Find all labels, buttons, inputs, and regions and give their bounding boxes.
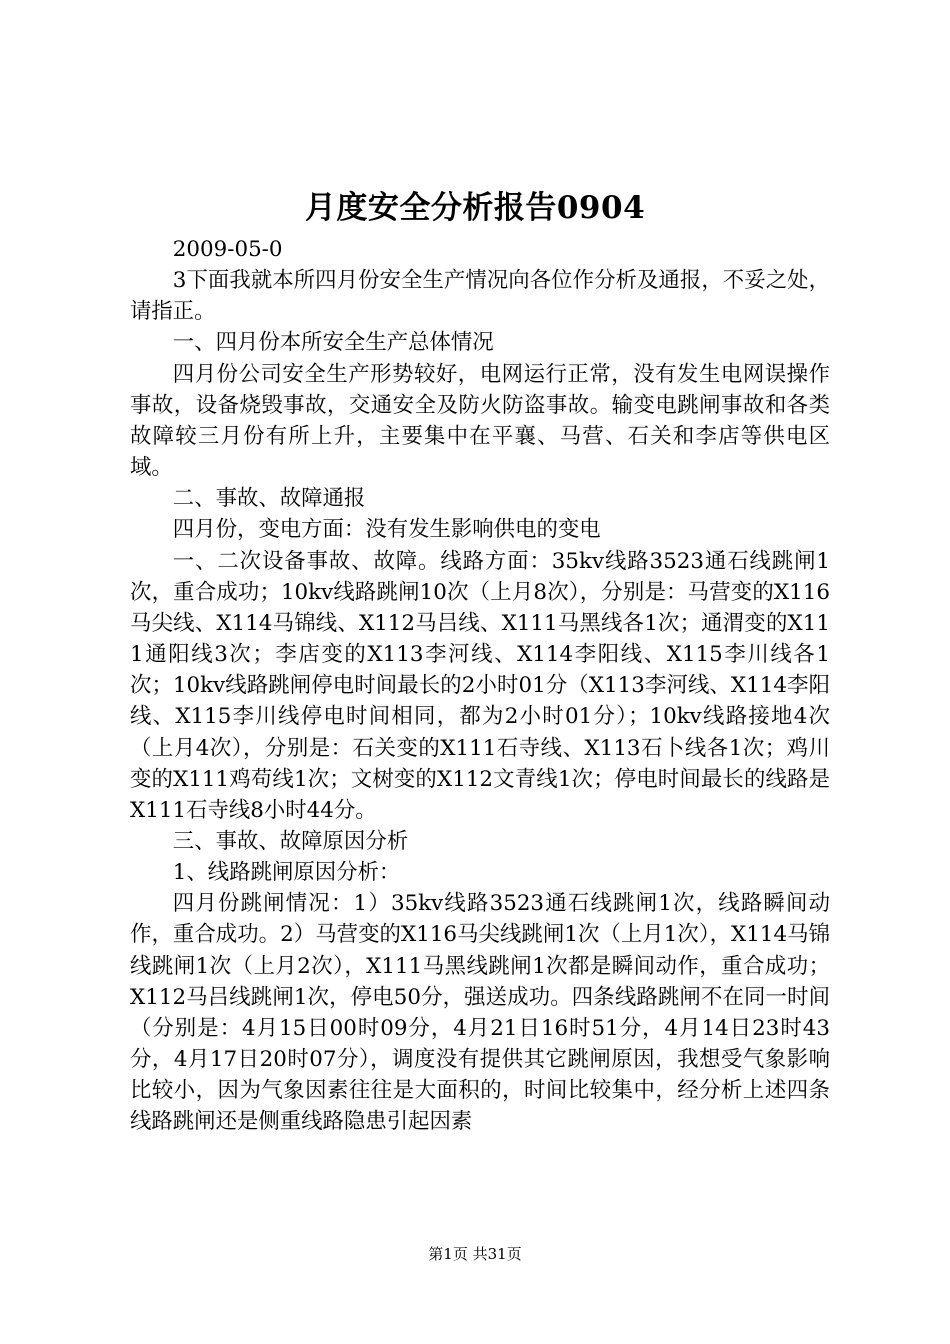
incident-detail-paragraph: 一、二次设备事故、故障。线路方面：35kv线路3523通石线跳闸1次，重合成功；10kv线路跳闸10次（上月8次），分别是：马营变的X116马尖线、X114马锦线、X112马吕线、X111马黑线各1次；通渭变的X111通阳线3次；李店变的X113李河线、X114李阳线、X115李川线各1次；10kv线路跳闸停电时间最长的2小时01分（X113李河线、X114李阳线、X115李川线停电时间相同，都为2小时01分）；10kv线路接地4次（上月4次），分别是：石关变的X111石寺线、X113石卜线各1次；鸡川变的X111鸡苟线1次；文树变的X112文青线1次；停电时间最长的线路是X111石寺线8小时44分。 xyxy=(130,548,830,823)
document-title: 月度安全分析报告0904 xyxy=(304,190,646,226)
subsection-heading-1: 1、线路跳闸原因分析： xyxy=(172,860,401,886)
overview-paragraph: 四月份公司安全生产形势较好，电网运行正常，没有发生电网误操作事故，设备烧毁事故，交通安全及防火防盗事故。输变电跳闸事故和各类故障较三月份有所上升，主要集中在平襄、马营、石关和李店等供电区域。 xyxy=(130,361,830,481)
trip-analysis-paragraph: 四月份跳闸情况：1）35kv线路3523通石线跳闸1次，线路瞬间动作，重合成功。2）马营变的X116马尖线跳闸1次（上月1次），X114马锦线跳闸1次（上月2次），X111马黑线跳闸1次都是瞬间动作，重合成功；X112马吕线跳闸1次，停电50分，强送成功。四条线路跳闸不在同一时间（分别是：4月15日00时09分，4月21日16时51分，4月14日23时43分，4月17日20时07分），调度没有提供其它跳闸原因，我想受气象影响比较小，因为气象因素往往是大面积的，时间比较集中，经分析上述四条线路跳闸还是侧重线路隐患引起因素 xyxy=(130,891,830,1135)
page-number-footer: 第1页 共31页 xyxy=(428,1245,522,1263)
substation-paragraph: 四月份，变电方面：没有发生影响供电的变电 xyxy=(172,517,601,543)
document-body xyxy=(130,234,830,1138)
section-heading-2: 二、事故、故障通报 xyxy=(172,486,366,512)
section-heading-1: 一、四月份本所安全生产总体情况 xyxy=(172,330,494,356)
date-paragraph: 2009-05-0 xyxy=(172,237,283,262)
intro-paragraph: 3下面我就本所四月份安全生产情况向各位作分析及通报，不妥之处，请指正。 xyxy=(130,268,830,325)
section-heading-3: 三、事故、故障原因分析 xyxy=(172,828,409,854)
